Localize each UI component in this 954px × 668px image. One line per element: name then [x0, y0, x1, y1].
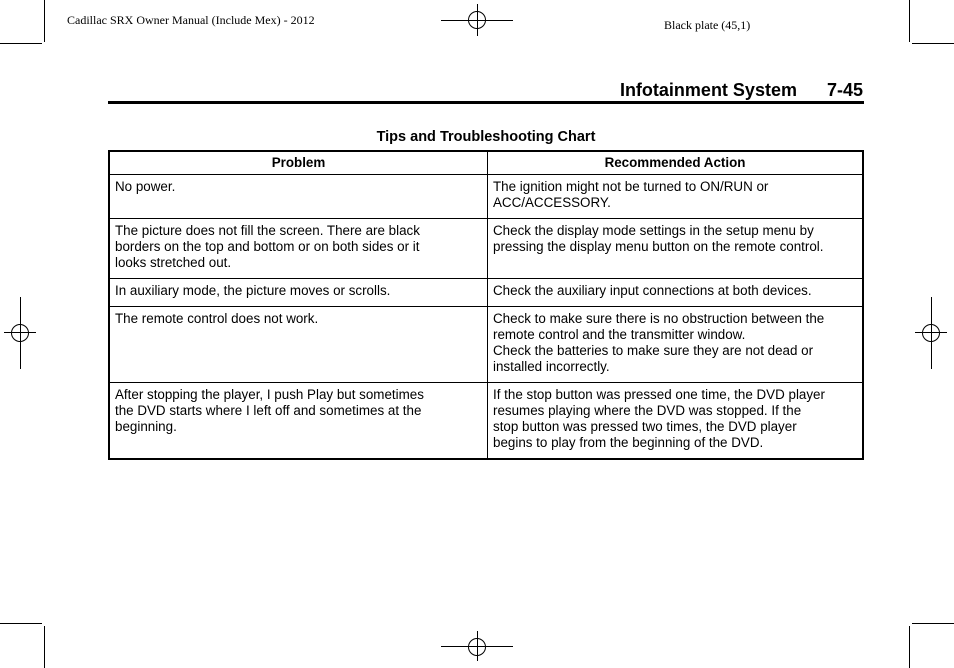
- action-cell-line: installed incorrectly.: [493, 359, 610, 374]
- problem-cell-line: No power.: [115, 179, 176, 194]
- manual-title-header: Cadillac SRX Owner Manual (Include Mex) - 2012: [67, 13, 315, 27]
- action-cell-line: stop button was pressed two times, the DVD player: [493, 419, 797, 434]
- action-cell-line: Check the display mode settings in the setup menu by: [493, 223, 814, 238]
- action-cell-line: Check the auxiliary input connections at both devices.: [493, 283, 812, 298]
- column-header-problem: Problem: [109, 151, 488, 175]
- table-row: [109, 307, 863, 383]
- action-cell-line: ACC/ACCESSORY.: [493, 195, 611, 210]
- section-heading: [620, 80, 863, 101]
- problem-cell: [109, 383, 488, 460]
- crop-mark-bottom-right-vertical: [909, 626, 910, 668]
- problem-cell-line: The remote control does not work.: [115, 311, 319, 326]
- table-row: [109, 175, 863, 219]
- section-rule: [108, 101, 864, 104]
- action-cell: [488, 383, 864, 460]
- action-cell-line: The ignition might not be turned to ON/RUN or: [493, 179, 769, 194]
- crop-mark-bottom-right-horizontal: [912, 623, 954, 624]
- crop-mark-top-right-horizontal: [912, 43, 954, 44]
- action-cell-line: remote control and the transmitter window.: [493, 327, 746, 342]
- problem-cell: [109, 219, 488, 279]
- problem-cell-line: the DVD starts where I left off and sometimes at the: [115, 403, 422, 418]
- column-header-action: Recommended Action: [488, 151, 864, 175]
- action-cell: [488, 279, 864, 307]
- action-cell-line: begins to play from the beginning of the DVD.: [493, 435, 764, 450]
- problem-cell-line: beginning.: [115, 419, 177, 434]
- problem-cell-line: After stopping the player, I push Play but sometimes: [115, 387, 424, 402]
- crop-mark-top-right-vertical: [909, 0, 910, 42]
- problem-cell: [109, 307, 488, 383]
- action-cell-line: Check the batteries to make sure they are not dead or: [493, 343, 814, 358]
- problem-cell: [109, 279, 488, 307]
- crop-mark-bottom-left-horizontal: [0, 623, 42, 624]
- action-cell: [488, 307, 864, 383]
- action-cell-line: Check to make sure there is no obstruction between the: [493, 311, 825, 326]
- action-cell-line: If the stop button was pressed one time, the DVD player: [493, 387, 825, 402]
- crop-mark-top-left-vertical: [44, 0, 45, 42]
- plate-label-header: Black plate (45,1): [664, 18, 751, 32]
- problem-cell: [109, 175, 488, 219]
- page-number: 7-45: [826, 80, 863, 100]
- table-row: [109, 383, 863, 460]
- crop-mark-bottom-left-vertical: [44, 626, 45, 668]
- problem-cell-line: looks stretched out.: [115, 255, 232, 270]
- table-row: [109, 219, 863, 279]
- troubleshooting-table: [108, 150, 864, 460]
- action-cell: [488, 219, 864, 279]
- problem-cell-line: The picture does not fill the screen. There are black: [115, 223, 420, 238]
- action-cell-line: pressing the display menu button on the remote control.: [493, 239, 824, 254]
- action-cell: [488, 175, 864, 219]
- chart-title: Tips and Troubleshooting Chart: [376, 129, 596, 145]
- problem-cell-line: borders on the top and bottom or on both sides or it: [115, 239, 420, 254]
- section-title: Infotainment System: [619, 80, 797, 100]
- table-row: [109, 279, 863, 307]
- table-header-row: [109, 151, 863, 175]
- action-cell-line: resumes playing where the DVD was stopped. If the: [493, 403, 802, 418]
- problem-cell-line: In auxiliary mode, the picture moves or scrolls.: [115, 283, 391, 298]
- crop-mark-top-left-horizontal: [0, 43, 42, 44]
